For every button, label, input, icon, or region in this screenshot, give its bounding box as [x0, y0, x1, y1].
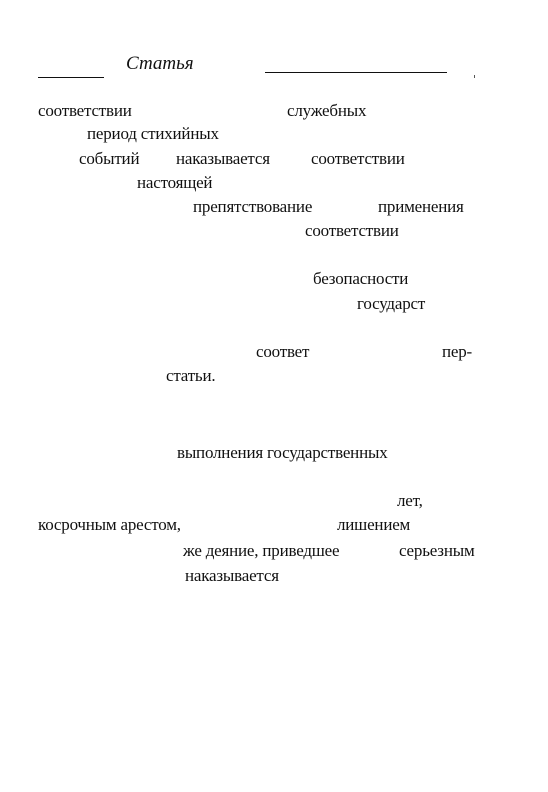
text-fragment: служебных: [287, 101, 367, 120]
text-fragment: соответствии: [305, 221, 399, 240]
text-fragment: же деяние, приведшее: [183, 541, 340, 560]
margin-mark: [474, 75, 475, 78]
heading-left-rule: [38, 77, 104, 78]
text-fragment: лишением: [337, 515, 411, 534]
heading-right-rule: [265, 72, 447, 73]
text-fragment: соответствии: [311, 149, 405, 168]
article-heading: Статья: [126, 53, 194, 74]
text-fragment: наказывается: [185, 566, 279, 585]
text-fragment: косрочным арестом,: [38, 515, 181, 534]
text-fragment: соответствии: [38, 101, 132, 120]
text-fragment: статьи.: [166, 366, 216, 385]
text-fragment: событий: [79, 149, 140, 168]
text-fragment: применения: [378, 197, 464, 216]
text-fragment: государст: [357, 294, 426, 313]
text-fragment: период стихийных: [87, 124, 219, 143]
text-fragment: безопасности: [313, 269, 409, 288]
text-fragment: выполнения государственных: [177, 443, 388, 462]
text-fragment: лет,: [397, 491, 423, 510]
text-fragment: настоящей: [137, 173, 213, 192]
text-fragment: наказывается: [176, 149, 270, 168]
text-fragment: соответ: [256, 342, 310, 361]
text-fragment: пер-: [442, 342, 473, 361]
text-fragment: препятствование: [193, 197, 313, 216]
text-fragment: серьезным: [399, 541, 475, 560]
